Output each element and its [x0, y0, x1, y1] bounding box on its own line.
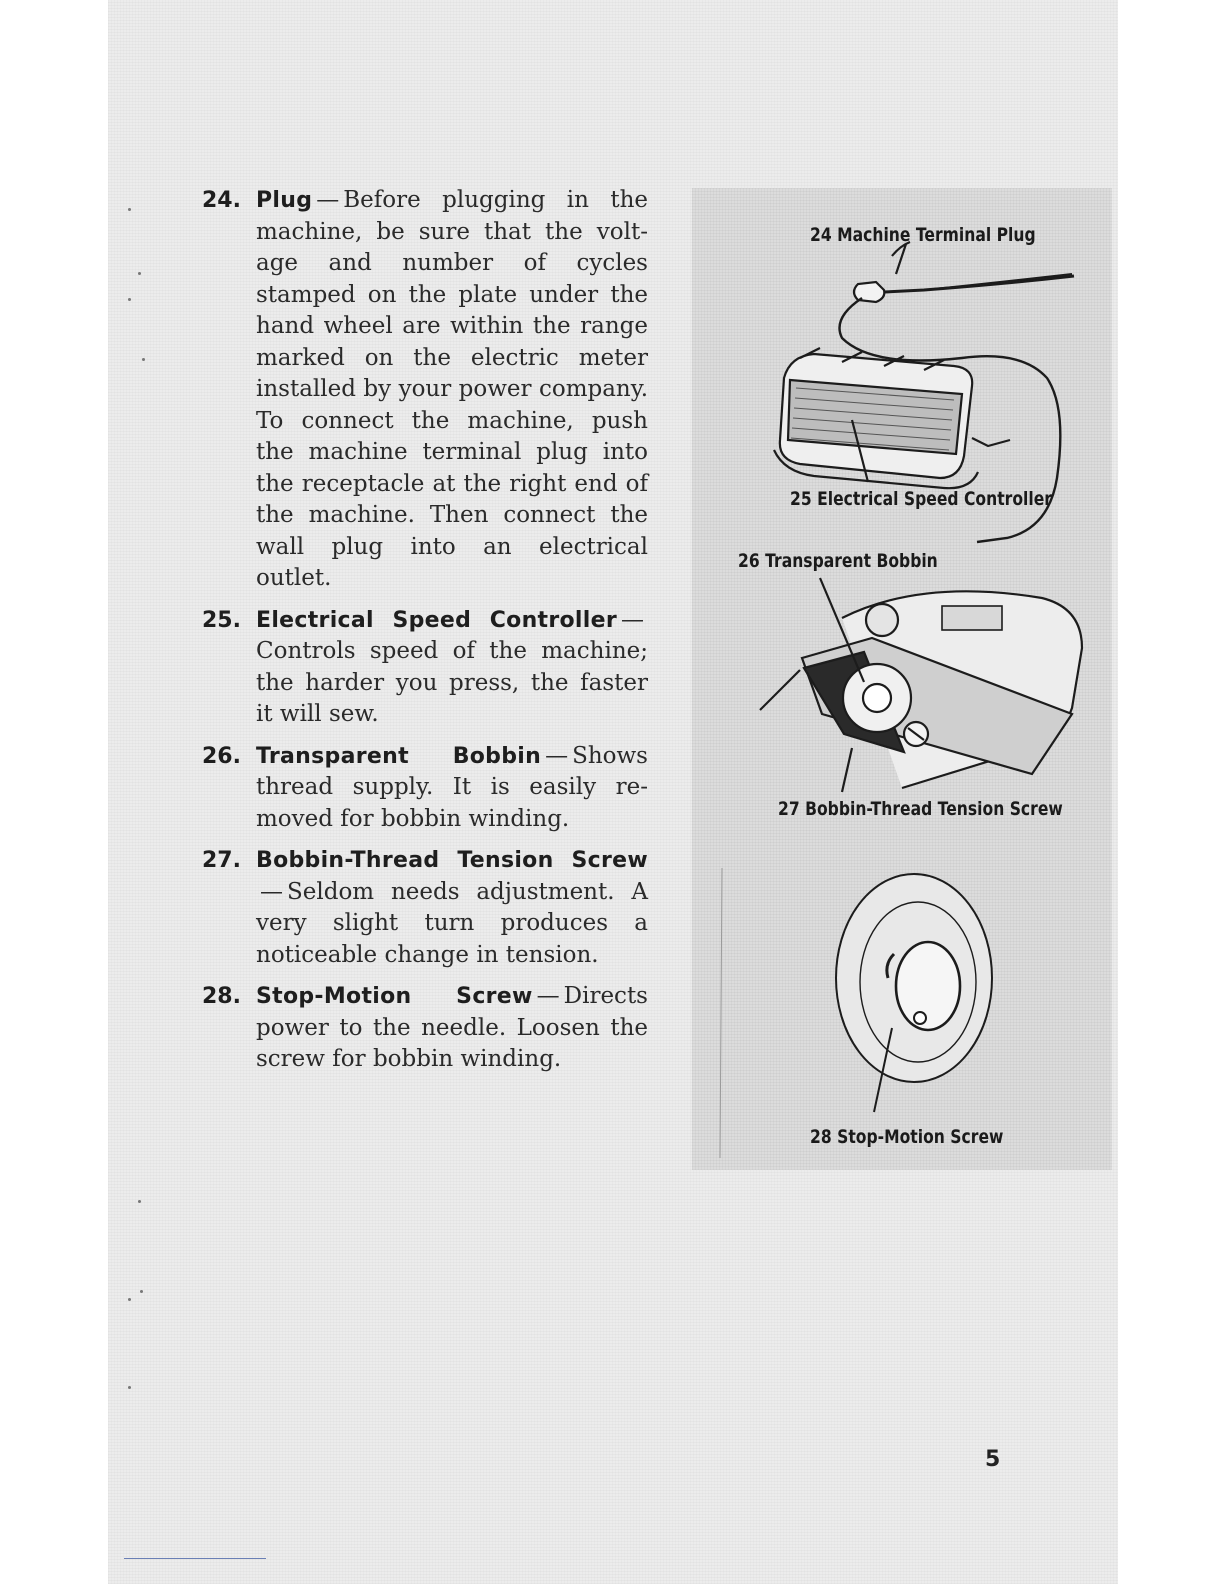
entry-body: Before plugging in the machine, be sure that the voltage and number of cycles stamped on the plate under the hand wheel are within the range marked on the electric meter installed by your power company. To connect the machine, push the machine terminal plug into the receptacle at the right end of the machine. Then connect the wall plug into an electrical outlet. — [256, 187, 648, 591]
label-bobbin-thread-tension-screw: 27 Bobbin-Thread Tension Screw — [778, 798, 1063, 820]
parts-description-column — [202, 185, 648, 1086]
entry-dash: — — [260, 878, 283, 905]
entry-term: Stop-Motion Screw — [256, 984, 533, 1009]
hand-wheel-illustration — [720, 868, 992, 1158]
entry-dash: — — [536, 983, 560, 1009]
entry-dash: — — [545, 742, 569, 769]
entry-25 — [202, 605, 648, 731]
parts-illustration — [692, 188, 1112, 1170]
label-transparent-bobbin: 26 Transparent Bobbin — [738, 550, 938, 572]
entry-body: Directs power to the needle. Loosen the screw for bobbin winding. — [256, 983, 648, 1072]
entry-28 — [202, 981, 648, 1076]
entry-term: Transparent Bobbin — [256, 743, 542, 769]
entry-number: 26. — [202, 743, 241, 769]
scan-edge-line — [124, 1558, 266, 1559]
entry-26 — [202, 741, 648, 836]
entry-dash: — — [316, 187, 340, 213]
entry-body: Seldom needs adjustment. A very slight turn produces a noticeable change in tension. — [256, 878, 648, 968]
label-stop-motion-screw: 28 Stop-Motion Screw — [810, 1126, 1004, 1148]
entry-body: Shows thread supply. It is easily removed for bobbin winding. — [256, 742, 648, 832]
page-number: 5 — [985, 1447, 1001, 1472]
entry-27 — [202, 845, 648, 971]
bobbin-illustration — [760, 578, 1082, 792]
entry-term: Plug — [256, 188, 313, 213]
entry-24 — [202, 185, 648, 595]
label-machine-terminal-plug: 24 Machine Terminal Plug — [810, 224, 1036, 246]
entry-term: Electrical Speed Controller — [256, 607, 617, 633]
entry-term: Bobbin-Thread Tension Screw — [256, 848, 648, 873]
entry-dash: — — [621, 606, 644, 633]
entry-body: Controls speed of the machine; the harder you press, the faster it will sew. — [256, 638, 648, 727]
parts-illustration-panel — [692, 188, 1112, 1170]
entry-number: 27. — [202, 848, 241, 873]
label-electrical-speed-controller: 25 Electrical Speed Controller — [790, 488, 1052, 510]
entry-number: 24. — [202, 188, 241, 213]
entry-number: 28. — [202, 984, 241, 1009]
entry-number: 25. — [202, 607, 241, 633]
